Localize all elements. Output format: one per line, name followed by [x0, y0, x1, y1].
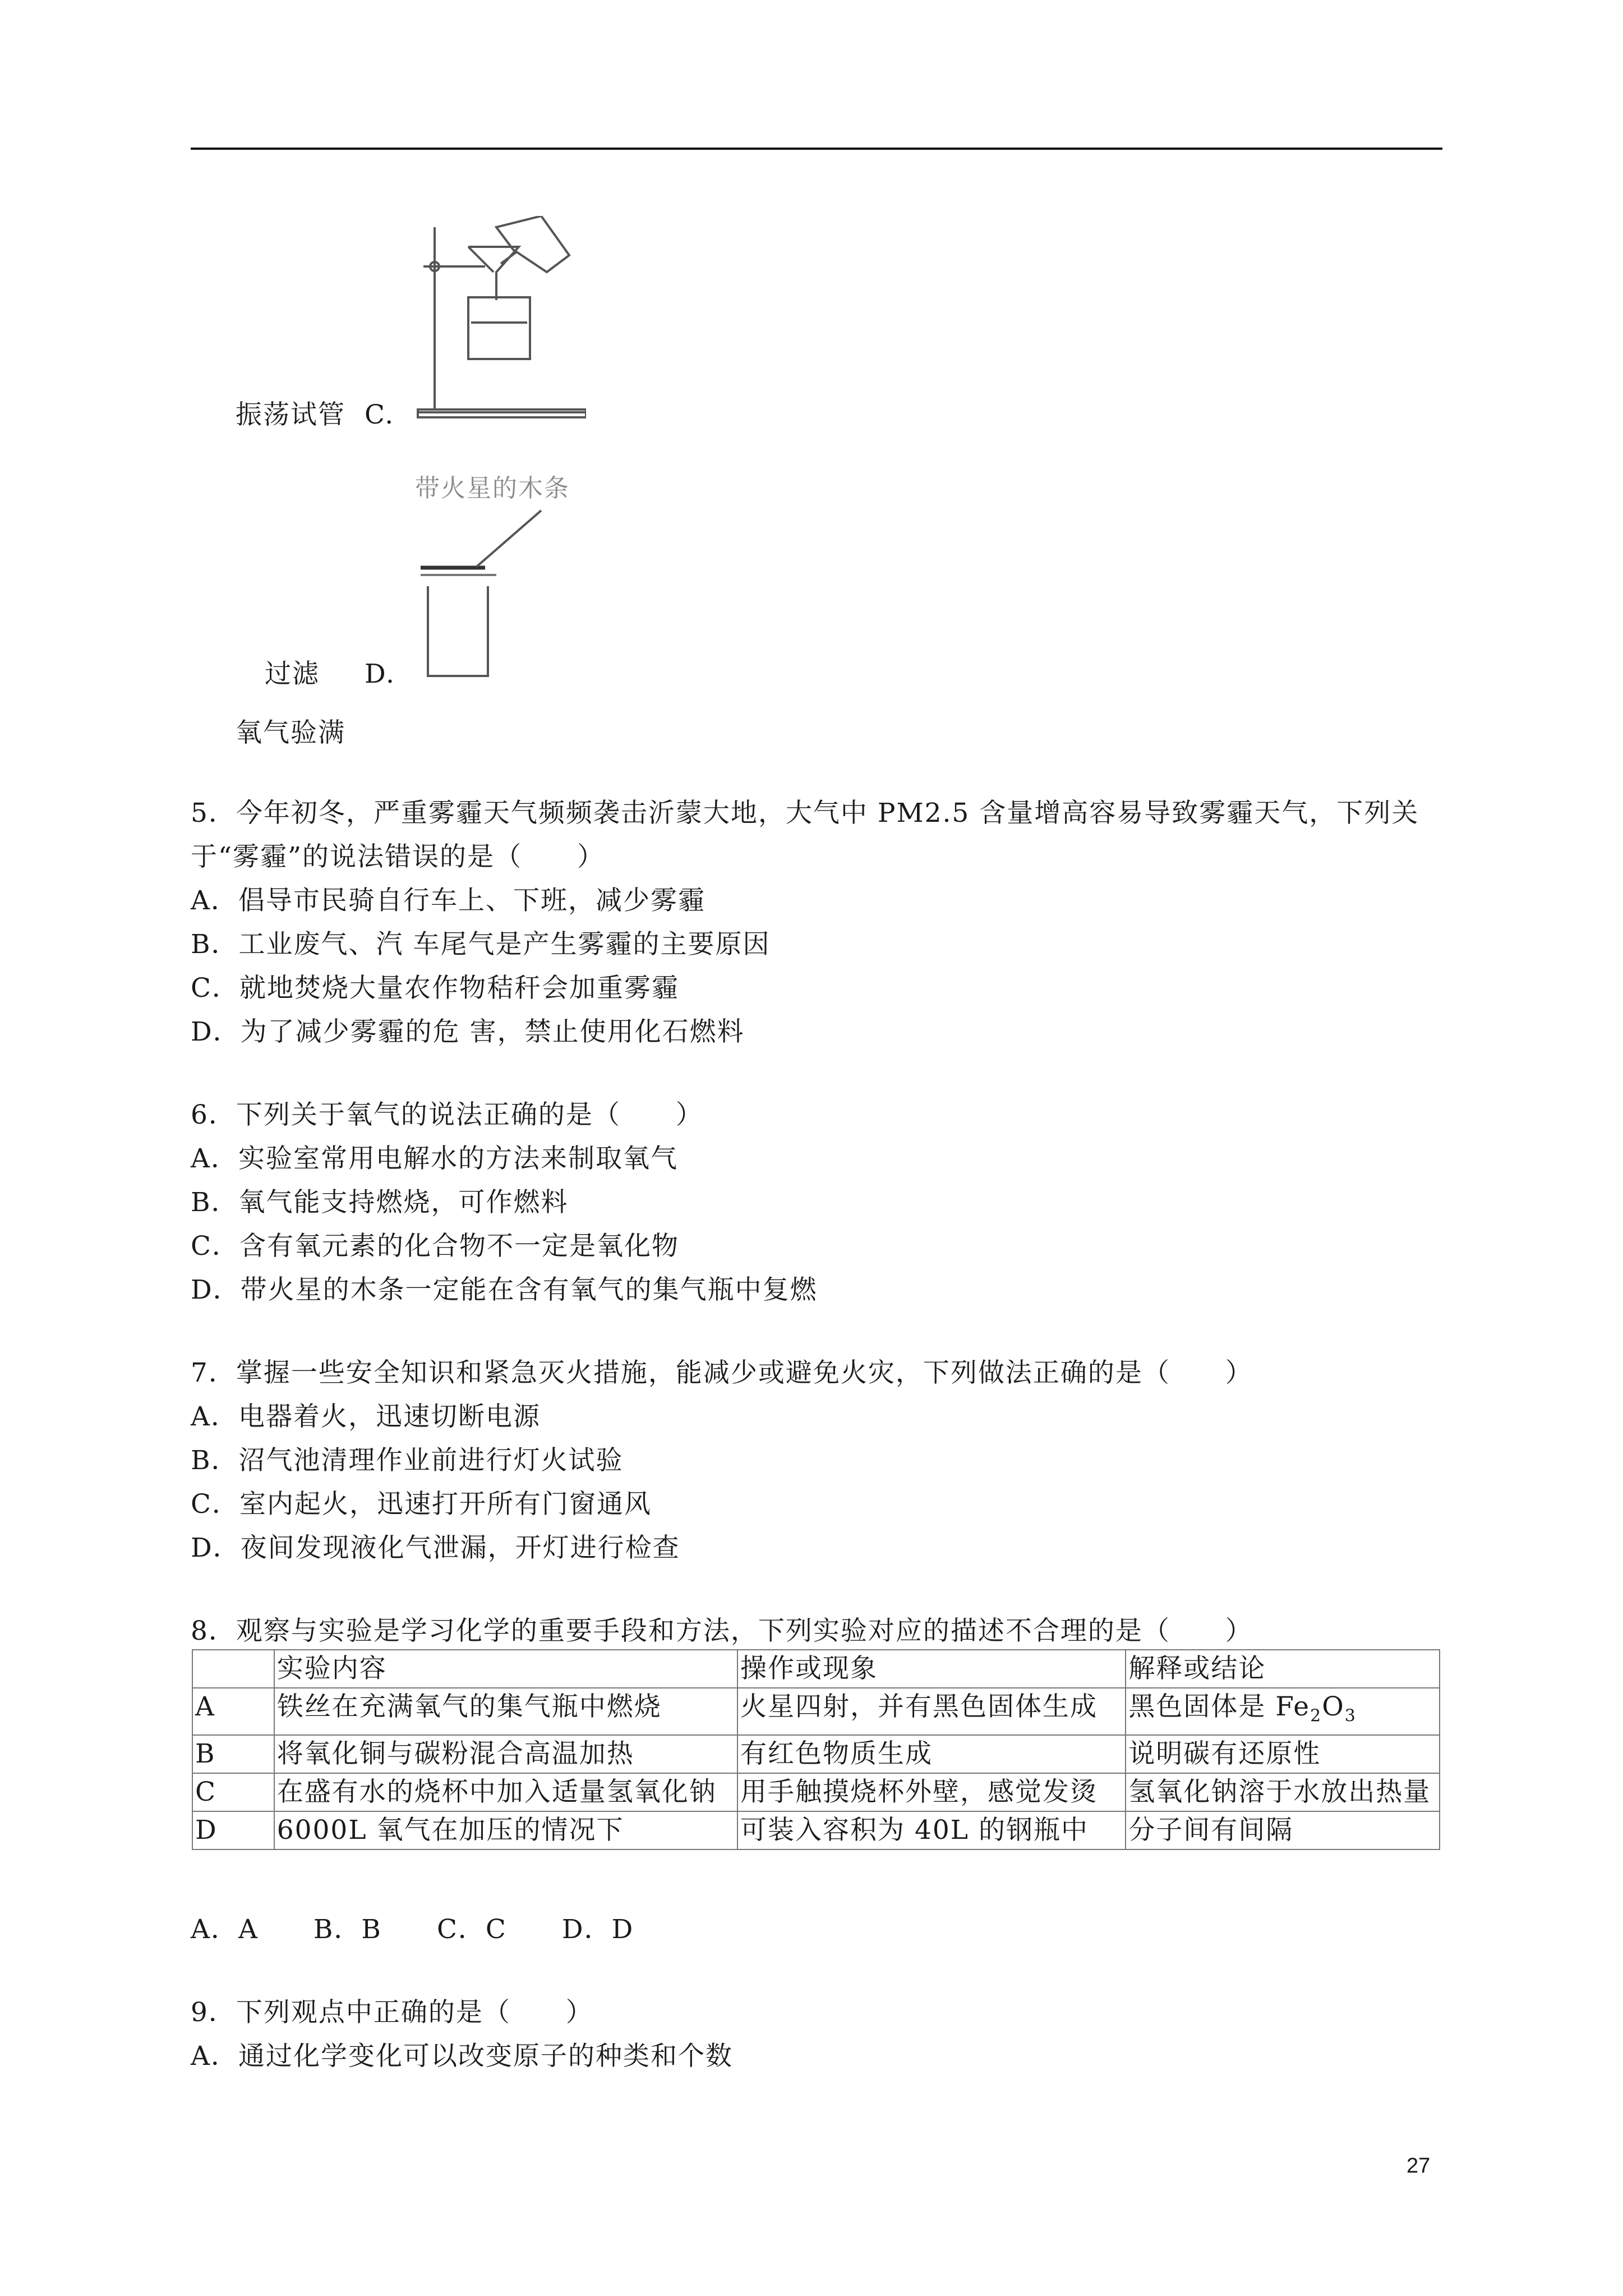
q7-option-a: A．电器着火，迅速切断电源 [191, 1401, 541, 1432]
figure-label-ember-stick: 带火星的木条 [415, 475, 570, 502]
q5-option-a: A．倡导市民骑自行车上、下班，减少雾霾 [191, 885, 706, 916]
q5-stem-line2: 于“雾霾”的说法错误的是（ ） [191, 841, 605, 872]
oxygen-test-figure [412, 468, 597, 687]
row-content: 铁丝在充满氧气的集气瓶中燃烧 [274, 1688, 737, 1735]
row-content: 将氧化铜与碳粉混合高温加热 [274, 1735, 737, 1773]
row-key: D [192, 1811, 274, 1849]
option-c-caption: 过滤 [265, 659, 320, 689]
row-phenomenon: 可装入容积为 40L 的钢瓶中 [737, 1811, 1126, 1849]
q5-option-d: D．为了减少雾霾的危 害，禁止使用化石燃料 [191, 1016, 745, 1047]
q8-table [192, 1649, 1440, 1850]
table-row [192, 1735, 1440, 1773]
q6-stem: 6．下列关于氧气的说法正确的是（ ） [191, 1099, 703, 1130]
row-conclusion: 氢氧化钠溶于水放出热量 [1126, 1773, 1440, 1811]
page-number: 27 [1407, 2154, 1431, 2178]
row-conclusion: 分子间有间隔 [1126, 1811, 1440, 1849]
table-row [192, 1811, 1440, 1849]
row-phenomenon: 火星四射，并有黑色固体生成 [737, 1688, 1126, 1735]
table-header-row [192, 1650, 1440, 1688]
q5-option-b: B．工业废气、汽 车尾气是产生雾霾的主要原因 [191, 929, 771, 960]
q7-option-c: C．室内起火，迅速打开所有门窗通风 [191, 1489, 652, 1520]
q7-stem: 7．掌握一些安全知识和紧急灭火措施，能减少或避免火灾，下列做法正确的是（ ） [191, 1358, 1253, 1388]
option-d-letter: D. [365, 659, 395, 689]
row-content: 在盛有水的烧杯中加入适量氢氧化钠 [274, 1773, 737, 1811]
option-b-caption: 振荡试管 [236, 399, 345, 430]
option-d-caption: 氧气验满 [236, 717, 345, 748]
row-key: A [192, 1688, 274, 1735]
option-c-letter: C. [365, 399, 395, 430]
header-cell: 实验内容 [274, 1650, 737, 1688]
q5-option-c: C．就地焚烧大量农作物秸秆会加重雾霾 [191, 973, 679, 1004]
row-conclusion: 黑色固体是 $Fe_2O_3$ [1126, 1688, 1440, 1735]
q8-answer-options: A．A B．B C．C D．D [191, 1914, 634, 1945]
header-cell: 操作或现象 [737, 1650, 1126, 1688]
filtration-figure [401, 216, 586, 429]
q6-option-a: A．实验室常用电解水的方法来制取氧气 [191, 1143, 678, 1174]
q6-option-d: D．带火星的木条一定能在含有氧气的集气瓶中复燃 [191, 1274, 818, 1305]
table-row [192, 1688, 1440, 1735]
q8-stem: 8．观察与实验是学习化学的重要手段和方法，下列实验对应的描述不合理的是（ ） [191, 1616, 1253, 1646]
q5-stem-line1: 5．今年初冬，严重雾霾天气频频袭击沂蒙大地，大气中 PM2.5 含量增高容易导致雾霾天气，下列关 [191, 798, 1419, 829]
header-cell [192, 1650, 274, 1688]
row-conclusion: 说明碳有还原性 [1126, 1735, 1440, 1773]
row-content: 6000L 氧气在加压的情况下 [274, 1811, 737, 1849]
header-cell: 解释或结论 [1126, 1650, 1440, 1688]
q6-option-c: C．含有氧元素的化合物不一定是氧化物 [191, 1231, 679, 1262]
q7-option-d: D．夜间发现液化气泄漏，开灯进行检查 [191, 1533, 680, 1563]
q9-stem: 9．下列观点中正确的是（ ） [191, 1997, 593, 2028]
header-rule [191, 148, 1442, 150]
q9-option-a: A．通过化学变化可以改变原子的种类和个数 [191, 2041, 733, 2072]
row-phenomenon: 用手触摸烧杯外壁，感觉发烫 [737, 1773, 1126, 1811]
table-row [192, 1773, 1440, 1811]
q7-option-b: B．沼气池清理作业前进行灯火试验 [191, 1445, 624, 1476]
row-key: C [192, 1773, 274, 1811]
row-key: B [192, 1735, 274, 1773]
row-phenomenon: 有红色物质生成 [737, 1735, 1126, 1773]
q6-option-b: B．氧气能支持燃烧，可作燃料 [191, 1187, 569, 1218]
